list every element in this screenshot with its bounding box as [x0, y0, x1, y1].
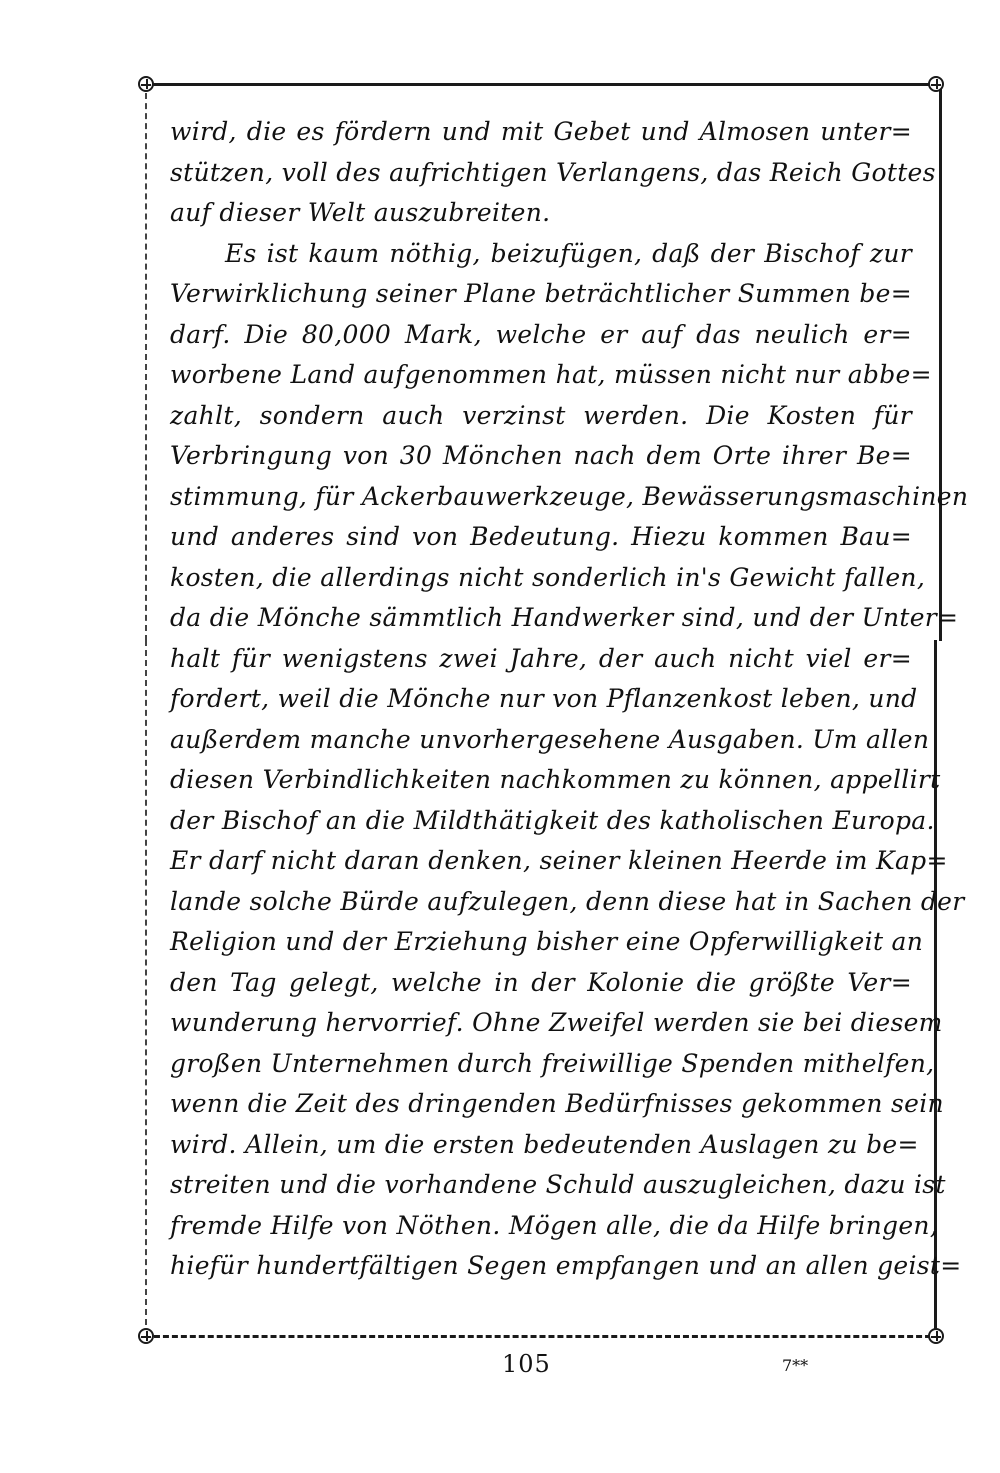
text-line: hiefür hundertfältigen Segen empfangen und an allen geist=	[170, 1251, 962, 1280]
page-border-bottom	[145, 1335, 940, 1338]
corner-ornament-icon	[138, 76, 154, 92]
text-line: zahlt, sondern auch verzinst werden. Die Kosten für	[170, 400, 912, 430]
text-line: Er darf nicht daran denken, seiner kleinen Heerde im Kap=	[170, 846, 948, 875]
text-line: da die Mönche sämmtlich Handwerker sind, und der Unter=	[170, 603, 959, 632]
text-line: und anderes sind von Bedeutung. Hiezu kommen Bau=	[170, 522, 912, 551]
text-line: fordert, weil die Mönche nur von Pflanzenkost leben, und	[170, 684, 918, 713]
body-text	[170, 112, 969, 1287]
text-line: kosten, die allerdings nicht sonderlich in's Gewicht fallen,	[170, 562, 926, 592]
text-line: wunderung hervorrief. Ohne Zweifel werden sie bei diesem	[170, 1008, 943, 1037]
text-line: lande solche Bürde aufzulegen, denn diese hat in Sachen der	[170, 886, 965, 916]
corner-ornament-icon	[928, 76, 944, 92]
text-line: großen Unternehmen durch freiwillige Spenden mithelfen,	[170, 1048, 935, 1078]
text-line: wenn die Zeit des dringenden Bedürfnisses gekommen sein	[170, 1089, 944, 1118]
text-line: der Bischof an die Mildthätigkeit des katholischen Europa.	[170, 805, 935, 835]
text-line: wird. Allein, um die ersten bedeutenden Auslagen zu be=	[170, 1129, 919, 1159]
text-line: fremde Hilfe von Nöthen. Mögen alle, die da Hilfe bringen,	[170, 1210, 939, 1240]
text-line: worbene Land aufgenommen hat, müssen nicht nur abbe=	[170, 360, 932, 389]
text-line: Religion und der Erziehung bisher eine Opferwilligkeit an	[170, 927, 924, 956]
signature-mark: 7**	[782, 1356, 809, 1375]
text-line: streiten und die vorhandene Schuld auszugleichen, dazu ist	[170, 1170, 946, 1199]
text-line: den Tag gelegt, welche in der Kolonie die größte Ver=	[170, 967, 912, 997]
text-line: Es ist kaum nöthig, beizufügen, daß der Bischof zur	[225, 238, 912, 268]
text-line: diesen Verbindlichkeiten nachkommen zu können, appellirt	[170, 765, 941, 794]
corner-ornament-icon	[928, 1328, 944, 1344]
page-number: 105	[502, 1350, 551, 1378]
corner-ornament-icon	[138, 1328, 154, 1344]
text-line: auf dieser Welt auszubreiten.	[170, 198, 551, 227]
text-line: stimmung, für Ackerbauwerkzeuge, Bewässerungsmaschinen	[170, 481, 969, 511]
text-line: stützen, voll des aufrichtigen Verlangens, das Reich Gottes	[170, 157, 936, 187]
page-border-left	[145, 640, 147, 1335]
text-line: halt für wenigstens zwei Jahre, der auch nicht viel er=	[170, 643, 912, 673]
text-line: wird, die es fördern und mit Gebet und Almosen unter=	[170, 117, 912, 146]
text-line: Verwirklichung seiner Plane beträchtlicher Summen be=	[170, 279, 912, 308]
text-line: darf. Die 80,000 Mark, welche er auf das neulich er=	[170, 319, 912, 349]
text-line: Verbringung von 30 Mönchen nach dem Orte ihrer Be=	[170, 441, 912, 470]
text-line: außerdem manche unvorhergesehene Ausgaben. Um allen	[170, 724, 930, 754]
